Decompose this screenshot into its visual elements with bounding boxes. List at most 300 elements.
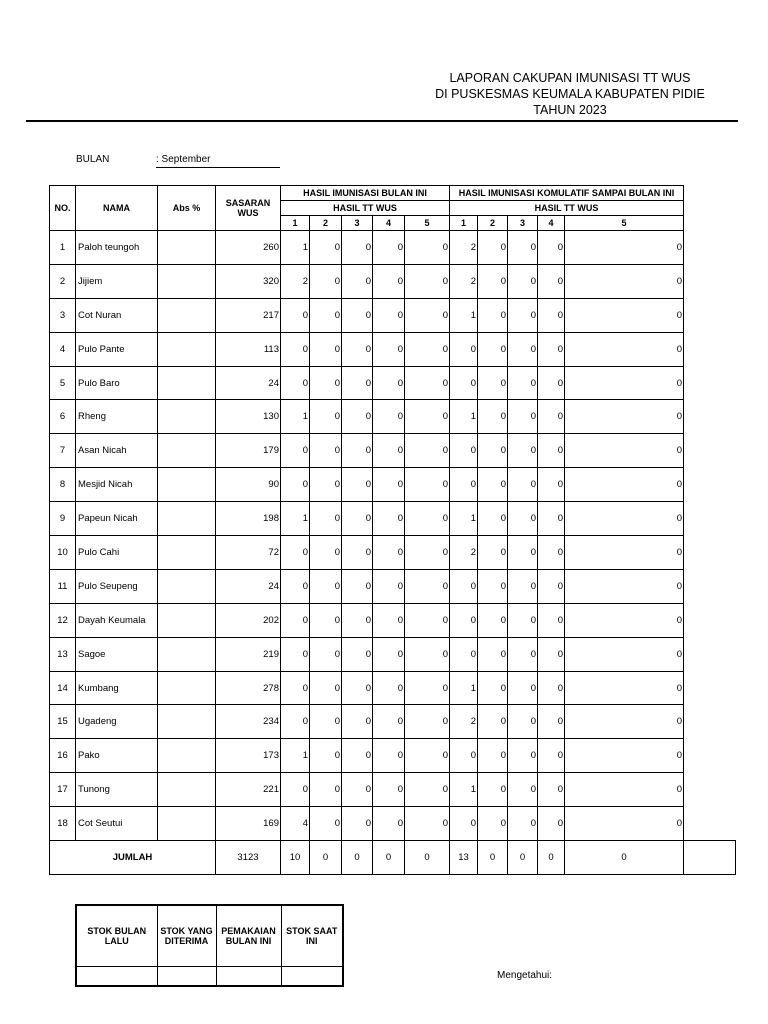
row-bulan-dose-2: 0 (310, 637, 342, 671)
row-bulan-dose-5: 0 (405, 231, 450, 265)
row-bulan-dose-5: 0 (405, 739, 450, 773)
total-bulan-dose-1: 10 (281, 841, 310, 875)
row-komulatif-dose-1: 2 (450, 231, 478, 265)
row-bulan-dose-4: 0 (373, 637, 405, 671)
row-sasaran: 278 (216, 671, 281, 705)
row-bulan-dose-3: 0 (342, 332, 373, 366)
row-sasaran: 320 (216, 264, 281, 298)
table-row (50, 231, 736, 265)
dose-header-komulatif-5: 5 (565, 216, 684, 231)
row-komulatif-dose-4: 0 (538, 569, 565, 603)
row-bulan-dose-5: 0 (405, 671, 450, 705)
row-komulatif-dose-4: 0 (538, 366, 565, 400)
row-komulatif-dose-4: 0 (538, 400, 565, 434)
row-bulan-dose-4: 0 (373, 332, 405, 366)
row-komulatif-dose-5: 0 (565, 705, 684, 739)
row-spacer (684, 739, 736, 773)
row-nama: Pulo Cahi (76, 536, 158, 570)
header-nama: NAMA (76, 186, 158, 231)
row-abs (158, 231, 216, 265)
row-komulatif-dose-1: 0 (450, 332, 478, 366)
row-no: 13 (50, 637, 76, 671)
bulan-value: : September (156, 154, 280, 168)
row-komulatif-dose-2: 0 (478, 773, 508, 807)
table-row (50, 434, 736, 468)
row-bulan-dose-2: 0 (310, 739, 342, 773)
row-bulan-dose-1: 0 (281, 366, 310, 400)
table-row (50, 366, 736, 400)
row-komulatif-dose-4: 0 (538, 773, 565, 807)
row-komulatif-dose-1: 1 (450, 671, 478, 705)
pemakaian-header: PEMAKAIAN BULAN INI (216, 905, 281, 967)
row-no: 11 (50, 569, 76, 603)
stok-bulan-lalu-cell (76, 967, 157, 987)
row-komulatif-dose-3: 0 (508, 502, 538, 536)
row-bulan-dose-3: 0 (342, 739, 373, 773)
row-komulatif-dose-5: 0 (565, 298, 684, 332)
row-abs (158, 536, 216, 570)
total-komulatif-dose-2: 0 (478, 841, 508, 875)
row-komulatif-dose-4: 0 (538, 807, 565, 841)
row-spacer (684, 637, 736, 671)
row-komulatif-dose-3: 0 (508, 705, 538, 739)
row-bulan-dose-3: 0 (342, 468, 373, 502)
stock-table (75, 904, 344, 987)
row-sasaran: 260 (216, 231, 281, 265)
row-spacer (684, 468, 736, 502)
row-bulan-dose-1: 1 (281, 739, 310, 773)
row-bulan-dose-3: 0 (342, 434, 373, 468)
row-bulan-dose-5: 0 (405, 502, 450, 536)
row-komulatif-dose-5: 0 (565, 807, 684, 841)
dose-header-komulatif-4: 4 (538, 216, 565, 231)
row-no: 16 (50, 739, 76, 773)
row-nama: Kumbang (76, 671, 158, 705)
total-komulatif-dose-4: 0 (538, 841, 565, 875)
row-komulatif-dose-5: 0 (565, 637, 684, 671)
row-sasaran: 72 (216, 536, 281, 570)
row-nama: Paloh teungoh (76, 231, 158, 265)
row-bulan-dose-3: 0 (342, 536, 373, 570)
row-no: 15 (50, 705, 76, 739)
total-komulatif-dose-1: 13 (450, 841, 478, 875)
row-bulan-dose-5: 0 (405, 434, 450, 468)
row-komulatif-dose-3: 0 (508, 298, 538, 332)
row-bulan-dose-1: 0 (281, 298, 310, 332)
table-row (50, 705, 736, 739)
row-komulatif-dose-5: 0 (565, 400, 684, 434)
row-bulan-dose-5: 0 (405, 536, 450, 570)
row-bulan-dose-1: 4 (281, 807, 310, 841)
row-bulan-dose-4: 0 (373, 569, 405, 603)
row-komulatif-dose-4: 0 (538, 671, 565, 705)
table-row (50, 807, 736, 841)
stok-diterima-header: STOK YANG DITERIMA (157, 905, 216, 967)
row-bulan-dose-2: 0 (310, 536, 342, 570)
row-abs (158, 807, 216, 841)
row-sasaran: 113 (216, 332, 281, 366)
table-row (50, 400, 736, 434)
row-komulatif-dose-1: 0 (450, 434, 478, 468)
row-abs (158, 671, 216, 705)
row-komulatif-dose-2: 0 (478, 536, 508, 570)
row-bulan-dose-1: 0 (281, 569, 310, 603)
row-abs (158, 400, 216, 434)
row-komulatif-dose-3: 0 (508, 807, 538, 841)
row-bulan-dose-5: 0 (405, 264, 450, 298)
header-no: NO. (50, 186, 76, 231)
row-nama: Mesjid Nicah (76, 468, 158, 502)
row-komulatif-dose-2: 0 (478, 366, 508, 400)
header-hasil-tt-wus-bulan: HASIL TT WUS (281, 201, 450, 216)
row-komulatif-dose-2: 0 (478, 671, 508, 705)
row-komulatif-dose-5: 0 (565, 569, 684, 603)
row-komulatif-dose-3: 0 (508, 400, 538, 434)
row-nama: Pako (76, 739, 158, 773)
row-komulatif-dose-5: 0 (565, 468, 684, 502)
row-no: 4 (50, 332, 76, 366)
row-spacer (684, 332, 736, 366)
row-bulan-dose-1: 0 (281, 705, 310, 739)
row-no: 2 (50, 264, 76, 298)
row-sasaran: 24 (216, 366, 281, 400)
row-sasaran: 130 (216, 400, 281, 434)
row-sasaran: 202 (216, 603, 281, 637)
row-komulatif-dose-4: 0 (538, 231, 565, 265)
row-bulan-dose-3: 0 (342, 400, 373, 434)
row-sasaran: 234 (216, 705, 281, 739)
row-bulan-dose-3: 0 (342, 671, 373, 705)
row-bulan-dose-4: 0 (373, 231, 405, 265)
row-komulatif-dose-2: 0 (478, 603, 508, 637)
row-bulan-dose-4: 0 (373, 400, 405, 434)
row-komulatif-dose-1: 0 (450, 569, 478, 603)
row-nama: Tunong (76, 773, 158, 807)
row-bulan-dose-1: 1 (281, 231, 310, 265)
row-komulatif-dose-5: 0 (565, 264, 684, 298)
row-komulatif-dose-4: 0 (538, 434, 565, 468)
row-bulan-dose-5: 0 (405, 332, 450, 366)
row-no: 7 (50, 434, 76, 468)
row-no: 1 (50, 231, 76, 265)
row-bulan-dose-1: 0 (281, 773, 310, 807)
row-komulatif-dose-5: 0 (565, 536, 684, 570)
total-extra-cell (684, 841, 736, 875)
row-nama: Papeun Nicah (76, 502, 158, 536)
row-komulatif-dose-2: 0 (478, 231, 508, 265)
row-bulan-dose-4: 0 (373, 366, 405, 400)
stok-diterima-cell (157, 967, 216, 987)
table-row (50, 637, 736, 671)
row-abs (158, 366, 216, 400)
row-abs (158, 569, 216, 603)
row-sasaran: 90 (216, 468, 281, 502)
row-bulan-dose-1: 0 (281, 332, 310, 366)
row-bulan-dose-2: 0 (310, 264, 342, 298)
row-nama: Ugadeng (76, 705, 158, 739)
row-bulan-dose-5: 0 (405, 603, 450, 637)
row-spacer (684, 400, 736, 434)
row-bulan-dose-2: 0 (310, 332, 342, 366)
row-bulan-dose-2: 0 (310, 468, 342, 502)
total-bulan-dose-3: 0 (342, 841, 373, 875)
row-komulatif-dose-1: 0 (450, 807, 478, 841)
row-komulatif-dose-1: 0 (450, 739, 478, 773)
table-row (50, 536, 736, 570)
row-komulatif-dose-2: 0 (478, 400, 508, 434)
row-komulatif-dose-4: 0 (538, 502, 565, 536)
row-abs (158, 332, 216, 366)
row-nama: Rheng (76, 400, 158, 434)
table-row (50, 739, 736, 773)
bulan-label: BULAN (76, 154, 110, 165)
row-bulan-dose-3: 0 (342, 366, 373, 400)
row-sasaran: 173 (216, 739, 281, 773)
row-komulatif-dose-3: 0 (508, 603, 538, 637)
row-abs (158, 468, 216, 502)
row-komulatif-dose-1: 2 (450, 264, 478, 298)
row-bulan-dose-2: 0 (310, 807, 342, 841)
row-komulatif-dose-4: 0 (538, 637, 565, 671)
row-bulan-dose-1: 2 (281, 264, 310, 298)
row-bulan-dose-1: 1 (281, 400, 310, 434)
dose-header-bulan-5: 5 (405, 216, 450, 231)
row-komulatif-dose-2: 0 (478, 434, 508, 468)
row-komulatif-dose-1: 2 (450, 536, 478, 570)
header-hasil-bulan-ini: HASIL IMUNISASI BULAN INI (281, 186, 450, 201)
row-abs (158, 637, 216, 671)
row-bulan-dose-4: 0 (373, 536, 405, 570)
row-komulatif-dose-3: 0 (508, 332, 538, 366)
row-bulan-dose-1: 1 (281, 502, 310, 536)
stok-saat-ini-cell (281, 967, 343, 987)
row-no: 3 (50, 298, 76, 332)
row-komulatif-dose-3: 0 (508, 637, 538, 671)
row-komulatif-dose-4: 0 (538, 705, 565, 739)
row-komulatif-dose-2: 0 (478, 264, 508, 298)
dose-header-bulan-3: 3 (342, 216, 373, 231)
row-abs (158, 739, 216, 773)
stok-bulan-lalu-header: STOK BULAN LALU (76, 905, 157, 967)
row-nama: Sagoe (76, 637, 158, 671)
row-bulan-dose-2: 0 (310, 603, 342, 637)
row-sasaran: 198 (216, 502, 281, 536)
row-bulan-dose-3: 0 (342, 264, 373, 298)
row-bulan-dose-3: 0 (342, 637, 373, 671)
row-spacer (684, 671, 736, 705)
row-sasaran: 179 (216, 434, 281, 468)
row-bulan-dose-5: 0 (405, 807, 450, 841)
row-komulatif-dose-4: 0 (538, 298, 565, 332)
row-komulatif-dose-2: 0 (478, 807, 508, 841)
total-bulan-dose-5: 0 (405, 841, 450, 875)
row-bulan-dose-5: 0 (405, 705, 450, 739)
row-sasaran: 221 (216, 773, 281, 807)
row-spacer (684, 773, 736, 807)
row-bulan-dose-3: 0 (342, 773, 373, 807)
row-bulan-dose-1: 0 (281, 671, 310, 705)
row-komulatif-dose-2: 0 (478, 637, 508, 671)
row-abs (158, 705, 216, 739)
row-bulan-dose-4: 0 (373, 671, 405, 705)
row-bulan-dose-4: 0 (373, 773, 405, 807)
row-bulan-dose-4: 0 (373, 502, 405, 536)
row-komulatif-dose-2: 0 (478, 569, 508, 603)
total-bulan-dose-4: 0 (373, 841, 405, 875)
row-komulatif-dose-2: 0 (478, 502, 508, 536)
row-bulan-dose-3: 0 (342, 569, 373, 603)
row-spacer (684, 603, 736, 637)
row-no: 12 (50, 603, 76, 637)
total-komulatif-dose-5: 0 (565, 841, 684, 875)
row-komulatif-dose-1: 0 (450, 366, 478, 400)
row-komulatif-dose-4: 0 (538, 468, 565, 502)
row-bulan-dose-3: 0 (342, 298, 373, 332)
row-abs (158, 434, 216, 468)
row-no: 18 (50, 807, 76, 841)
row-bulan-dose-4: 0 (373, 807, 405, 841)
row-komulatif-dose-2: 0 (478, 298, 508, 332)
row-komulatif-dose-5: 0 (565, 332, 684, 366)
header-divider (26, 120, 738, 122)
header-hasil-komulatif: HASIL IMUNISASI KOMULATIF SAMPAI BULAN INI (450, 186, 684, 201)
row-bulan-dose-2: 0 (310, 400, 342, 434)
mengetahui-label: Mengetahui: (497, 970, 553, 981)
row-bulan-dose-5: 0 (405, 400, 450, 434)
row-komulatif-dose-3: 0 (508, 434, 538, 468)
row-komulatif-dose-1: 1 (450, 400, 478, 434)
row-bulan-dose-2: 0 (310, 569, 342, 603)
row-bulan-dose-2: 0 (310, 434, 342, 468)
immunization-table (49, 185, 736, 875)
row-bulan-dose-4: 0 (373, 468, 405, 502)
row-komulatif-dose-3: 0 (508, 671, 538, 705)
dose-header-komulatif-3: 3 (508, 216, 538, 231)
table-row (50, 671, 736, 705)
row-spacer (684, 536, 736, 570)
table-row (50, 569, 736, 603)
row-bulan-dose-2: 0 (310, 231, 342, 265)
row-komulatif-dose-1: 1 (450, 298, 478, 332)
row-nama: Dayah Keumala (76, 603, 158, 637)
row-komulatif-dose-3: 0 (508, 536, 538, 570)
row-komulatif-dose-5: 0 (565, 366, 684, 400)
row-bulan-dose-3: 0 (342, 603, 373, 637)
row-sasaran: 217 (216, 298, 281, 332)
report-title (380, 70, 760, 118)
row-bulan-dose-4: 0 (373, 603, 405, 637)
row-spacer (684, 502, 736, 536)
row-spacer (684, 434, 736, 468)
row-komulatif-dose-3: 0 (508, 569, 538, 603)
row-nama: Asan Nicah (76, 434, 158, 468)
row-no: 6 (50, 400, 76, 434)
row-komulatif-dose-5: 0 (565, 434, 684, 468)
total-label: JUMLAH (50, 841, 216, 875)
row-komulatif-dose-3: 0 (508, 366, 538, 400)
row-bulan-dose-4: 0 (373, 264, 405, 298)
row-bulan-dose-2: 0 (310, 366, 342, 400)
row-nama: Cot Seutui (76, 807, 158, 841)
row-komulatif-dose-1: 0 (450, 637, 478, 671)
row-komulatif-dose-5: 0 (565, 603, 684, 637)
total-bulan-dose-2: 0 (310, 841, 342, 875)
row-spacer (684, 298, 736, 332)
dose-header-bulan-4: 4 (373, 216, 405, 231)
row-bulan-dose-1: 0 (281, 468, 310, 502)
row-komulatif-dose-3: 0 (508, 773, 538, 807)
row-bulan-dose-3: 0 (342, 231, 373, 265)
row-abs (158, 502, 216, 536)
total-sasaran: 3123 (216, 841, 281, 875)
row-bulan-dose-2: 0 (310, 502, 342, 536)
row-sasaran: 219 (216, 637, 281, 671)
dose-header-bulan-1: 1 (281, 216, 310, 231)
header-sasaran: SASARAN WUS (216, 186, 281, 231)
report-title-line-3: TAHUN 2023 (533, 103, 607, 117)
header-hasil-tt-wus-komulatif: HASIL TT WUS (450, 201, 684, 216)
row-bulan-dose-2: 0 (310, 773, 342, 807)
table-row (50, 468, 736, 502)
row-bulan-dose-4: 0 (373, 705, 405, 739)
row-no: 10 (50, 536, 76, 570)
row-bulan-dose-3: 0 (342, 705, 373, 739)
report-title-line-1: LAPORAN CAKUPAN IMUNISASI TT WUS (449, 71, 691, 85)
row-komulatif-dose-3: 0 (508, 231, 538, 265)
row-spacer (684, 264, 736, 298)
row-bulan-dose-5: 0 (405, 773, 450, 807)
total-row (50, 841, 736, 875)
table-row (50, 773, 736, 807)
row-komulatif-dose-1: 1 (450, 502, 478, 536)
row-spacer (684, 807, 736, 841)
dose-header-komulatif-2: 2 (478, 216, 508, 231)
total-komulatif-dose-3: 0 (508, 841, 538, 875)
table-row (50, 264, 736, 298)
row-komulatif-dose-5: 0 (565, 739, 684, 773)
row-komulatif-dose-2: 0 (478, 332, 508, 366)
row-abs (158, 298, 216, 332)
row-no: 14 (50, 671, 76, 705)
row-komulatif-dose-4: 0 (538, 739, 565, 773)
row-komulatif-dose-4: 0 (538, 536, 565, 570)
row-bulan-dose-3: 0 (342, 502, 373, 536)
row-bulan-dose-5: 0 (405, 468, 450, 502)
row-nama: Cot Nuran (76, 298, 158, 332)
row-bulan-dose-2: 0 (310, 671, 342, 705)
row-bulan-dose-1: 0 (281, 434, 310, 468)
row-komulatif-dose-5: 0 (565, 773, 684, 807)
header-abs: Abs % (158, 186, 216, 231)
row-komulatif-dose-5: 0 (565, 502, 684, 536)
row-bulan-dose-4: 0 (373, 434, 405, 468)
row-spacer (684, 366, 736, 400)
row-komulatif-dose-4: 0 (538, 264, 565, 298)
row-no: 8 (50, 468, 76, 502)
row-bulan-dose-4: 0 (373, 298, 405, 332)
table-row (50, 502, 736, 536)
row-nama: Pulo Baro (76, 366, 158, 400)
row-komulatif-dose-2: 0 (478, 739, 508, 773)
dose-header-komulatif-1: 1 (450, 216, 478, 231)
row-komulatif-dose-5: 0 (565, 231, 684, 265)
row-bulan-dose-5: 0 (405, 366, 450, 400)
row-bulan-dose-5: 0 (405, 637, 450, 671)
table-row (50, 332, 736, 366)
row-bulan-dose-2: 0 (310, 298, 342, 332)
row-bulan-dose-3: 0 (342, 807, 373, 841)
row-abs (158, 773, 216, 807)
